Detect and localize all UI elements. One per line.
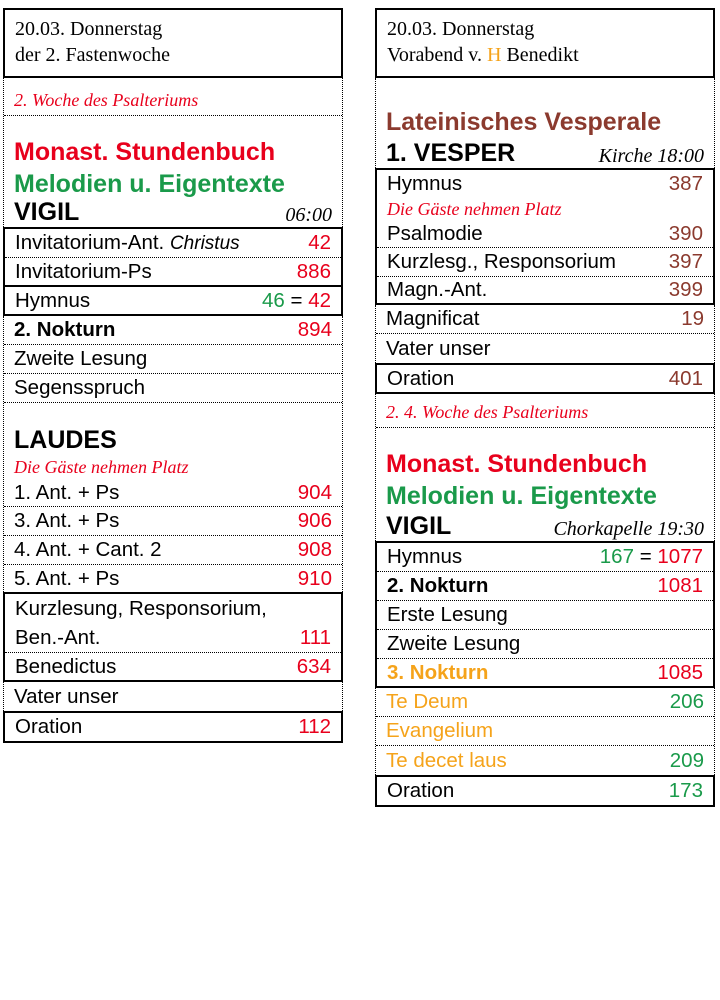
left-schedule	[3, 8, 343, 743]
row-page: 906	[297, 509, 332, 532]
row-page-b: 42	[308, 288, 331, 312]
table-row	[5, 594, 341, 624]
left-vigil-box-1	[3, 227, 343, 316]
row-equals: =	[290, 288, 303, 312]
table-row	[4, 345, 342, 374]
left-title-stundenbuch: Monast. Stundenbuch	[14, 138, 276, 166]
right-header-box	[375, 8, 715, 78]
row-page: 173	[668, 779, 703, 802]
table-row	[4, 479, 342, 507]
vigil-time: 06:00	[285, 204, 332, 226]
row-page: 1081	[657, 574, 703, 597]
row-page: 390	[668, 221, 703, 245]
table-row	[5, 287, 341, 316]
table-row	[377, 277, 713, 305]
table-row	[4, 316, 342, 345]
row-page: 111	[299, 626, 331, 649]
row-label: Evangelium	[386, 719, 494, 742]
table-row	[5, 258, 341, 287]
row-page: 904	[297, 480, 332, 504]
table-row	[377, 220, 713, 248]
table-row	[377, 601, 713, 630]
row-page: 399	[668, 278, 703, 301]
table-row	[377, 170, 713, 198]
right-vesper-box-2	[375, 305, 715, 363]
row-page: 397	[668, 250, 703, 273]
row-label: Segensspruch	[14, 376, 146, 399]
vesper-note: Die Gäste nehmen Platz	[387, 199, 562, 219]
row-label: Magn.-Ant.	[387, 278, 488, 301]
table-row	[376, 688, 714, 717]
table-row	[4, 536, 342, 565]
row-label: 1. Ant. + Ps	[14, 480, 120, 504]
right-schedule	[375, 8, 715, 807]
vigil-place-time: Chorkapelle 19:30	[553, 518, 704, 540]
vigil-label: VIGIL	[14, 198, 80, 226]
row-label-extra: Christus	[169, 233, 240, 254]
feast-name: Benedikt	[506, 44, 579, 66]
row-label: Invitatorium-Ps	[15, 259, 152, 283]
row-label: Kurzlesung, Responsorium,	[15, 597, 267, 620]
row-label: 3. Ant. + Ps	[14, 509, 120, 532]
table-row	[377, 572, 713, 601]
vigil-label: VIGIL	[386, 512, 452, 540]
vesper-place-time: Kirche 18:00	[598, 145, 704, 167]
table-row	[5, 653, 341, 682]
row-label: Erste Lesung	[387, 603, 508, 626]
row-label: Oration	[387, 779, 455, 802]
row-label: Ben.-Ant.	[15, 626, 101, 649]
right-date-header	[377, 10, 713, 78]
table-row	[5, 624, 341, 653]
row-label: Zweite Lesung	[14, 347, 148, 370]
table-row	[377, 659, 713, 688]
right-day-description	[387, 42, 703, 68]
row-equals: =	[639, 545, 652, 568]
row-label: Oration	[15, 715, 83, 738]
row-label: Te Deum	[386, 690, 469, 713]
left-laudes-box	[3, 592, 343, 682]
laudes-note: Die Gäste nehmen Platz	[14, 457, 189, 477]
right-vigil-box-2	[375, 688, 715, 775]
left-date-header	[5, 10, 341, 78]
table-row	[4, 682, 342, 711]
row-label: Psalmodie	[387, 221, 483, 245]
row-page: 206	[669, 690, 704, 713]
table-row	[376, 717, 714, 746]
row-page: 908	[297, 538, 332, 561]
vorabend-text: Vorabend v.	[387, 44, 482, 66]
row-label: Magnificat	[386, 307, 480, 330]
row-page: 112	[298, 715, 331, 738]
table-row	[376, 746, 714, 775]
row-label: Te decet laus	[386, 748, 507, 772]
row-label: Hymnus	[15, 288, 91, 312]
row-page-a: 46	[261, 288, 285, 312]
laudes-label: LAUDES	[14, 426, 117, 454]
row-page: 1085	[657, 660, 703, 684]
left-header-box	[3, 8, 343, 78]
right-oration-box-2	[375, 775, 715, 807]
table-row	[5, 229, 341, 258]
right-vigil-box-1	[375, 541, 715, 688]
left-vater-box	[3, 682, 343, 711]
left-psalterium-note: 2. Woche des Psalteriums	[4, 78, 342, 116]
row-label: Vater unser	[14, 684, 119, 708]
table-row	[377, 543, 713, 572]
row-page: 19	[681, 307, 704, 330]
left-vigil-heading	[4, 200, 342, 227]
row-page: 894	[297, 318, 332, 341]
left-date: 20.03. Donnerstag	[15, 18, 163, 40]
row-label: Hymnus	[387, 172, 463, 195]
row-label: 3. Nokturn	[387, 660, 489, 684]
row-label: Invitatorium-Ant.	[15, 231, 165, 254]
table-row	[4, 565, 342, 592]
table-row	[377, 777, 713, 805]
row-page: 401	[668, 366, 703, 390]
row-label: Vater unser	[386, 336, 491, 360]
right-vigil-heading	[376, 512, 714, 541]
row-page: 910	[297, 566, 332, 590]
vesper-label: 1. VESPER	[386, 139, 516, 167]
row-label: Zweite Lesung	[387, 632, 521, 655]
table-row	[4, 507, 342, 536]
right-title-stundenbuch: Monast. Stundenbuch	[386, 450, 648, 478]
table-row	[377, 248, 713, 277]
row-label: 5. Ant. + Ps	[14, 566, 120, 590]
laudes-heading	[4, 425, 342, 455]
table-row	[4, 374, 342, 403]
row-page-b: 1077	[657, 545, 703, 568]
right-title-melodien: Melodien u. Eigentexte	[386, 482, 657, 510]
table-row	[376, 305, 714, 334]
row-label: Kurzlesg., Responsorium	[387, 250, 617, 273]
row-page: 42	[308, 231, 331, 254]
table-row	[5, 713, 341, 741]
left-vigil-box-2	[3, 316, 343, 592]
vesperale-title: Lateinisches Vesperale	[386, 108, 662, 136]
table-row	[377, 630, 713, 659]
row-label: 4. Ant. + Cant. 2	[14, 538, 162, 561]
row-label: 2. Nokturn	[387, 574, 489, 597]
left-day-description: der 2. Fastenwoche	[15, 44, 170, 66]
row-page: 387	[668, 172, 703, 195]
right-oration-box-1	[375, 363, 715, 394]
left-oration-box	[3, 711, 343, 743]
right-psalterium-note: 2. 4. Woche des Psalteriums	[376, 394, 714, 428]
table-row	[376, 334, 714, 363]
vesper-heading	[376, 138, 714, 168]
row-page: 634	[296, 654, 331, 678]
row-label: Oration	[387, 366, 455, 390]
row-label: Benedictus	[15, 654, 117, 678]
right-date: 20.03. Donnerstag	[387, 18, 535, 40]
row-label: 2. Nokturn	[14, 318, 116, 341]
feast-rank-h: H	[486, 44, 502, 66]
row-page: 886	[296, 259, 331, 283]
right-vesper-box-1	[375, 168, 715, 305]
left-title-melodien: Melodien u. Eigentexte	[14, 170, 285, 198]
row-page: 209	[669, 748, 704, 772]
table-row	[377, 365, 713, 392]
row-page-a: 167	[599, 545, 634, 568]
row-label: Hymnus	[387, 545, 463, 568]
